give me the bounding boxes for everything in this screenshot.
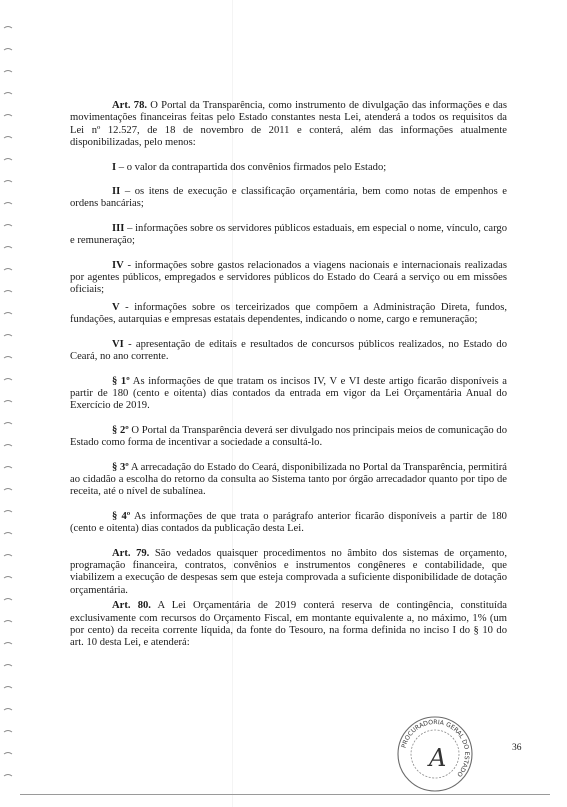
stamp-text: PROCURADORIA GERAL DO ESTADO [400, 718, 471, 778]
official-stamp [393, 712, 477, 792]
inciso-vi-number: VI [112, 338, 124, 350]
article-79 [70, 548, 507, 598]
paragrafo-4-number: § 4º [112, 510, 131, 522]
inciso-iii-text: – informações sobre os servidores públicos estaduais, em especial o nome, vínculo, cargo e remuneração; [70, 222, 507, 247]
inciso-v-number: V [112, 301, 120, 313]
binding-holes-decoration [2, 20, 14, 790]
paragrafo-3-number: § 3º [112, 461, 129, 473]
paragrafo-1-number: § 1º [112, 375, 130, 387]
page-number: 36 [512, 743, 522, 753]
inciso-iii-number: III [112, 222, 125, 234]
inciso-i-text: – o valor da contrapartida dos convênios firmados pelo Estado; [116, 161, 387, 173]
inciso-ii-text: – os itens de execução e classificação orçamentária, bem como notas de empenhos e ordens bancárias; [70, 186, 507, 210]
paragrafo-3 [70, 462, 507, 499]
article-78 [70, 100, 507, 150]
paragrafo-2-text: O Portal da Transparência deverá ser divulgado nos principais meios de comunicação do Estado como forma de incentivar a sociedade a consultá-lo. [70, 424, 507, 449]
article-78-heading: Art. 78. [112, 100, 148, 111]
paragrafo-4-text: As informações de que trata o parágrafo anterior ficarão disponíveis a partir de 180 (cento e oitenta) dias contados da publicação desta Lei. [70, 510, 507, 535]
article-80-text: A Lei Orçamentária de 2019 conterá reserva de contingência, constituída exclusivamente com recursos do Orçamento Fiscal, em montante equivalente a, no máximo, 1% (um por cento) da receita corrente líquida, da fonte do Tesouro, na forma definida no inciso I do § 10 do art. 10 desta Lei, e atenderá: [70, 600, 507, 649]
document-body [70, 100, 507, 650]
article-78-text: O Portal da Transparência, como instrumento de divulgação das informações e das movimentações financeiras feitas pelo Estado constantes nesta Lei, atenderá a todos os requisitos da Lei nº 12.527, de 18 de novembro de 2011 e conterá, além das informações atualmente disponibilizadas, pelo menos: [70, 100, 507, 149]
paragrafo-2-number: § 2º [112, 424, 129, 436]
inciso-ii-number: II [112, 186, 121, 198]
paragrafo-4 [70, 511, 507, 536]
inciso-iii [70, 223, 507, 248]
paragrafo-1 [70, 376, 507, 413]
article-79-text: São vedados quaisquer procedimentos no âmbito dos sistemas de orçamento, programação financeira, contratos, convênios e instrumentos congêneres e contabilidade, que viabilizem a execução de despesas sem que esteja comprovada a suficiente disponibilidade de dotação orçamentária. [70, 547, 507, 596]
inciso-v [70, 302, 507, 327]
bottom-edge-line [20, 794, 550, 795]
inciso-ii [70, 186, 507, 211]
inciso-iv-number: IV [112, 259, 124, 271]
paragrafo-1-text: As informações de que tratam os incisos IV, V e VI deste artigo ficarão disponíveis a partir de 180 (cento e oitenta) dias contados da entrada em vigor da Lei Orçamentária Anual do Exercício de 2019. [70, 375, 507, 412]
inciso-v-text: - informações sobre os terceirizados que compõem a Administração Direta, fundos, fundações, autarquias e empresas estatais dependentes, indicando o nome, cargo e remuneração; [70, 301, 507, 326]
paragrafo-2 [70, 425, 507, 450]
inciso-i [70, 162, 507, 174]
inciso-iv [70, 260, 507, 297]
article-80-heading: Art. 80. [112, 600, 151, 612]
paragrafo-3-text: A arrecadação do Estado do Ceará, disponibilizada no Portal da Transparência, permitirá ao cidadão a escolha do retorno da consulta ao Sistema tanto por órgão arrecadador quanto por tipo de receita, até o nível de subalínea. [70, 461, 507, 498]
article-79-heading: Art. 79. [112, 547, 150, 559]
stamp-initial: A [429, 744, 447, 772]
inciso-iv-text: - informações sobre gastos relacionados a viagens nacionais e internacionais realizadas por agentes públicos, empregados e servidores públicos do Estado do Ceará a serviço ou em missões oficiais; [70, 259, 507, 296]
article-80 [70, 600, 507, 650]
inciso-vi-text: - apresentação de editais e resultados de concursos públicos realizados, no Estado do Ceará, no ano corrente. [70, 338, 507, 363]
inciso-i-number: I [112, 161, 117, 173]
inciso-vi [70, 339, 507, 364]
